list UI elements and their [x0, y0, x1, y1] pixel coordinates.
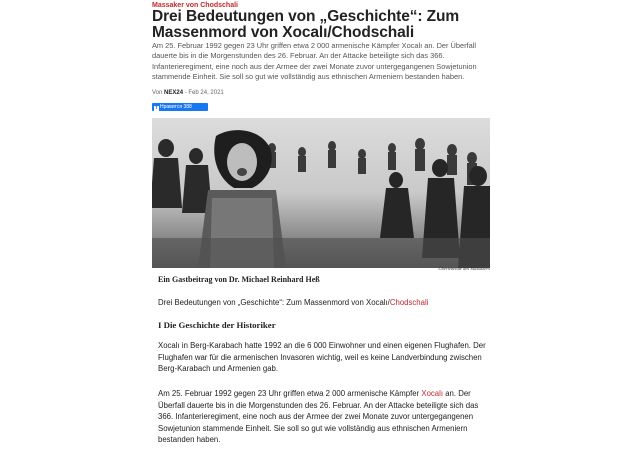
article-headline: Drei Bedeutungen von „Geschichte“: Zum Massenmord von Xocalı/Chodschali	[152, 8, 460, 41]
facebook-icon: f	[155, 104, 158, 111]
facebook-like-label: Нравится 388	[160, 104, 192, 110]
publish-date: Feb 24, 2021	[188, 90, 224, 96]
paragraph-2-end: an. Der Überfall dauerte bis in die Morgenstunden des 26. Februar. An der Attacke beteiligte sich das 366. Infanterieregiment, eine noch aus der Armee der zwei Monate zuvor untergegangenen Sowjetunion stammende Einheit. Sie soll so gut wie vollständig aus ethnischen Armeniern bestanden haben.	[158, 389, 479, 445]
paragraph-1: Xocalı in Berg-Karabach hatte 1992 an die 6 000 Einwohner und einen eigenen Flughafen. Der Flughafen war für die armenischen Invasoren wichtig, weil es keine Landverbindung zwischen Berg-Karabach und Armenien gab.	[158, 341, 486, 374]
byline	[152, 90, 224, 96]
byline-prefix: Von	[152, 90, 163, 96]
article-teaser: Am 25. Februar 1992 gegen 23 Uhr griffen etwa 2 000 armenische Kämpfer Xocalı an. Der Überfall dauerte bis in die Morgenstunden des 26. Februar. An der Attacke beteiligte sich das 366. Infanterieregiment, eine noch aus der Armee der zwei Monate zuvor untergegangenen Sowjetunion stammende Einheit. Sie soll so gut wie vollständig aus ethnischen Armeniern bestanden haben.	[152, 41, 477, 82]
paragraph-2	[158, 388, 492, 446]
byline-separator: -	[184, 90, 187, 96]
photo-scene	[152, 118, 490, 268]
article-subtitle	[158, 298, 428, 307]
section-heading: I Die Geschichte der Historiker	[158, 320, 276, 330]
guest-author-line: Ein Gastbeitrag von Dr. Michael Reinhard Heß	[158, 275, 320, 284]
facebook-like-button[interactable]	[152, 103, 208, 111]
xocali-link[interactable]: Xocalı	[421, 389, 444, 398]
subtitle-text: Drei Bedeutungen von „Geschichte“: Zum Massenmord von Xocalı/	[158, 298, 390, 307]
paragraph-2-start: Am 25. Februar 1992 gegen 23 Uhr griffen etwa 2 000 armenische Kämpfer	[158, 389, 422, 398]
article-photo	[152, 118, 490, 268]
photo-caption: Überlebende des Massakers	[438, 266, 490, 271]
subtitle-link[interactable]: Chodschali	[389, 298, 429, 307]
category-kicker[interactable]: Massaker von Chodschali	[152, 2, 238, 9]
author-link[interactable]: NEX24	[164, 90, 184, 96]
